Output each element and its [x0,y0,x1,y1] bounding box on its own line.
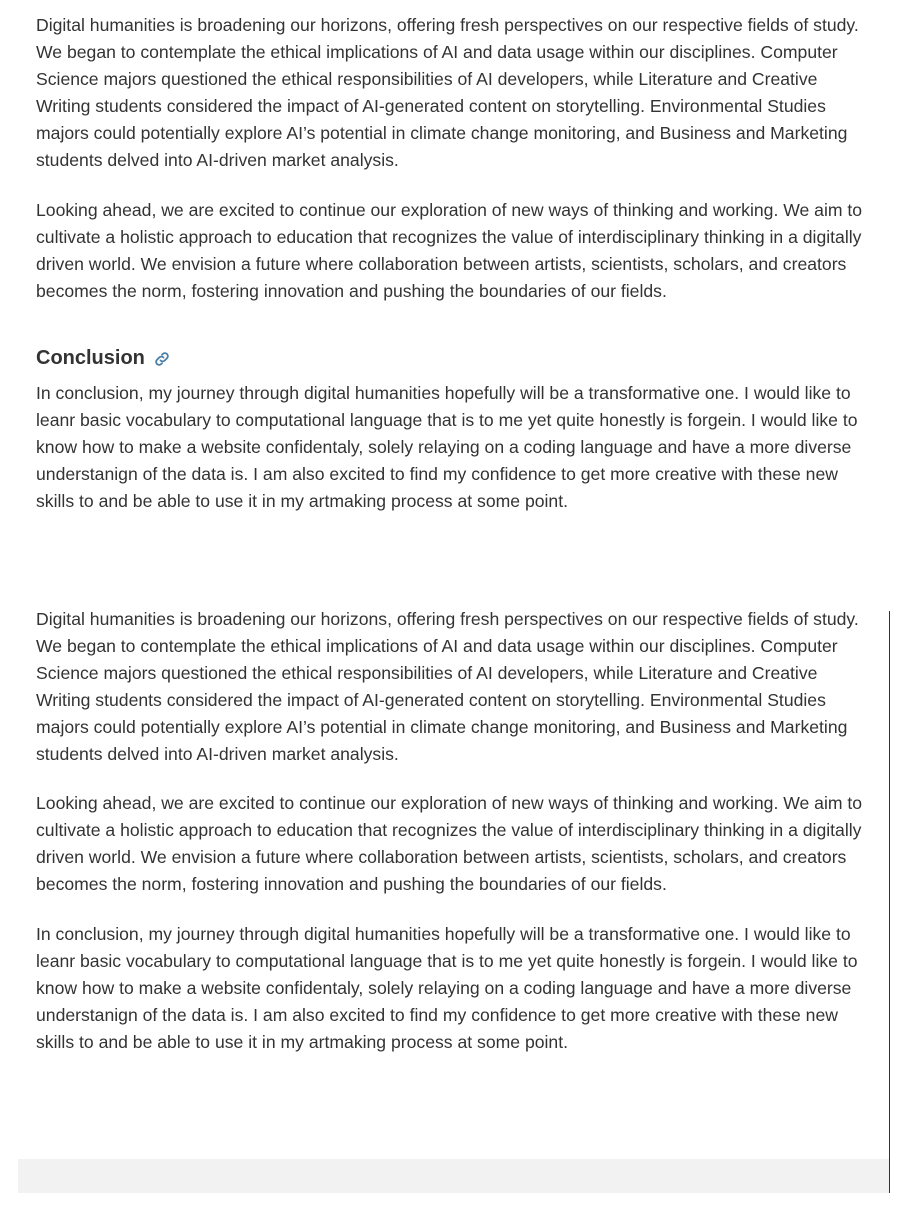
heading-text: Conclusion [36,347,145,369]
link-icon[interactable] [153,349,171,367]
conclusion-heading [36,345,171,371]
body-paragraph: Looking ahead, we are excited to continue our exploration of new ways of thinking and working. We aim to cultivate a holistic approach to education that recognizes the value of interdisciplinary thinking in a digitally driven world. We envision a future where collaboration between artists, scientists, scholars, and creators becomes the norm, fostering innovation and pushing the boundaries of our fields. [36,200,863,301]
footer-bar [18,1159,889,1193]
body-paragraph: In conclusion, my journey through digital humanities hopefully will be a transformative one. I would like to leanr basic vocabulary to computational language that is to me yet quite honestly is forgein. I would like to know how to make a website confidentaly, solely relaying on a coding language and have a more diverse understanign of the data is. I am also excited to find my confidence to get more creative with these new skills to and be able to use it in my artmaking process at some point. [36,924,858,1052]
editor-border-line [889,611,890,1193]
body-paragraph: In conclusion, my journey through digital humanities hopefully will be a transformative one. I would like to leanr basic vocabulary to computational language that is to me yet quite honestly is forgein. I would like to know how to make a website confidentaly, solely relaying on a coding language and have a more diverse understanign of the data is. I am also excited to find my confidence to get more creative with these new skills to and be able to use it in my artmaking process at some point. [36,383,858,511]
body-paragraph: Looking ahead, we are excited to continue our exploration of new ways of thinking and working. We aim to cultivate a holistic approach to education that recognizes the value of interdisciplinary thinking in a digitally driven world. We envision a future where collaboration between artists, scientists, scholars, and creators becomes the norm, fostering innovation and pushing the boundaries of our fields. [36,793,863,894]
body-paragraph: Digital humanities is broadening our horizons, offering fresh perspectives on our respective fields of study. We began to contemplate the ethical implications of AI and data usage within our disciplines. Computer Science majors questioned the ethical responsibilities of AI developers, while Literature and Creative Writing students considered the impact of AI-generated content on storytelling. Environmental Studies majors could potentially explore AI’s potential in climate change monitoring, and Business and Marketing students delved into AI-driven market analysis. [36,609,859,764]
body-paragraph: Digital humanities is broadening our horizons, offering fresh perspectives on our respective fields of study. We began to contemplate the ethical implications of AI and data usage within our disciplines. Computer Science majors questioned the ethical responsibilities of AI developers, while Literature and Creative Writing students considered the impact of AI-generated content on storytelling. Environmental Studies majors could potentially explore AI’s potential in climate change monitoring, and Business and Marketing students delved into AI-driven market analysis. [36,15,859,170]
